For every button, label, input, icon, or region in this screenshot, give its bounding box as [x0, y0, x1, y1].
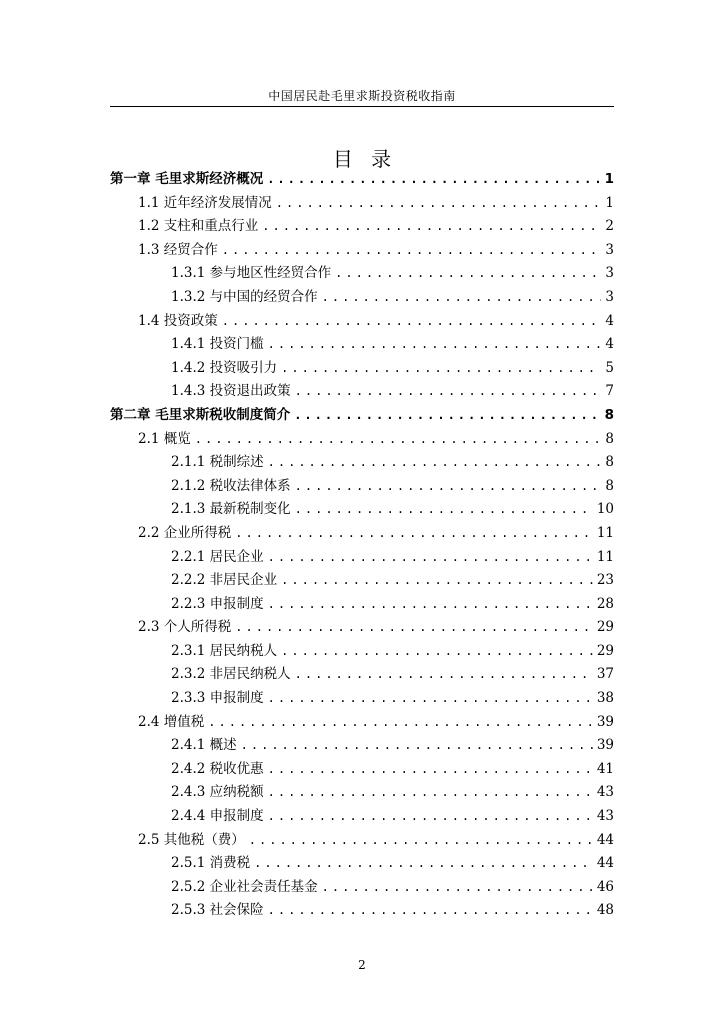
toc-entry-label: 1.4.2 投资吸引力 [171, 359, 278, 376]
toc-entry-label: 2.5.3 社会保险 [171, 902, 264, 919]
toc-subsection-entry[interactable] [110, 852, 614, 876]
toc-entry-label: 2.2.2 非居民企业 [171, 572, 278, 589]
toc-dot-leader [267, 168, 600, 192]
toc-dot-leader [268, 805, 593, 829]
toc-subsection-entry[interactable] [110, 333, 614, 357]
toc-dot-leader [208, 711, 593, 735]
toc-entry-page: 7 [605, 383, 614, 400]
toc-entry-page: 5 [605, 359, 614, 376]
toc-subsection-entry[interactable] [110, 687, 614, 711]
toc-entry-label: 2.1 概览 [138, 430, 191, 447]
toc-entry-page: 43 [596, 808, 614, 825]
toc-entry-page: 43 [596, 784, 614, 801]
toc-dot-leader [235, 616, 593, 640]
toc-dot-leader [268, 781, 593, 805]
toc-dot-leader [268, 899, 593, 923]
toc-entry-label: 2.4.4 申报制度 [171, 808, 264, 825]
toc-subsection-entry[interactable] [110, 475, 614, 499]
toc-entry-label: 1.4.1 投资门槛 [171, 336, 264, 353]
toc-entry-page: 8 [605, 454, 614, 471]
toc-section-entry[interactable] [110, 239, 614, 263]
toc-entry-page: 2 [605, 218, 614, 235]
toc-entry-page: 39 [596, 713, 614, 730]
toc-chapter-entry[interactable] [110, 168, 614, 192]
toc-entry-label: 1.2 支柱和重点行业 [138, 218, 259, 235]
header-rule [110, 106, 614, 107]
toc-dot-leader [322, 876, 593, 900]
toc-subsection-entry[interactable] [110, 286, 614, 310]
toc-entry-label: 2.5.2 企业社会责任基金 [171, 878, 318, 895]
toc-dot-leader [268, 758, 593, 782]
toc-entry-label: 1.4 投资政策 [138, 312, 218, 329]
toc-entry-page: 37 [596, 666, 614, 683]
toc-entry-page: 3 [605, 241, 614, 258]
toc-subsection-entry[interactable] [110, 876, 614, 900]
toc-entry-label: 2.1.2 税收法律体系 [171, 477, 291, 494]
toc-subsection-entry[interactable] [110, 498, 614, 522]
toc-subsection-entry[interactable] [110, 262, 614, 286]
toc-entry-page: 8 [605, 477, 614, 494]
toc-entry-page: 29 [596, 642, 614, 659]
toc-entry-label: 2.3 个人所得税 [138, 619, 232, 636]
page-title: 目 录 [332, 147, 392, 171]
toc-dot-leader [268, 546, 593, 570]
toc-entry-page: 4 [605, 336, 614, 353]
toc-subsection-entry[interactable] [110, 781, 614, 805]
toc-entry-page: 29 [596, 619, 614, 636]
toc-dot-leader [254, 852, 593, 876]
toc-entry-label: 第二章 毛里求斯税收制度简介 [110, 406, 291, 423]
toc-entry-label: 2.1.3 最新税制变化 [171, 501, 291, 518]
toc-entry-page: 3 [605, 265, 614, 282]
toc-entry-page: 1 [605, 194, 614, 211]
toc-entry-label: 2.1.1 税制综述 [171, 454, 264, 471]
toc-entry-label: 2.5.1 消费税 [171, 855, 251, 872]
toc-entry-page: 23 [596, 572, 614, 589]
toc-subsection-entry[interactable] [110, 593, 614, 617]
toc-entry-label: 2.3.2 非居民纳税人 [171, 666, 291, 683]
toc-entry-page: 3 [605, 288, 614, 305]
toc-dot-leader [222, 310, 602, 334]
toc-entry-page: 48 [596, 902, 614, 919]
toc-entry-page: 4 [605, 312, 614, 329]
toc-entry-page: 46 [596, 878, 614, 895]
toc-subsection-entry[interactable] [110, 357, 614, 381]
toc-dot-leader [249, 829, 593, 853]
toc-entry-page: 44 [596, 855, 614, 872]
toc-dot-leader [281, 569, 593, 593]
toc-entry-page: 1 [604, 171, 614, 187]
toc-dot-leader [195, 428, 602, 452]
toc-entry-page: 11 [596, 524, 614, 541]
toc-dot-leader [268, 593, 593, 617]
toc-entry-label: 2.4.2 税收优惠 [171, 760, 264, 777]
page-number: 2 [358, 958, 366, 972]
toc-dot-leader [295, 380, 602, 404]
toc-subsection-entry[interactable] [110, 640, 614, 664]
toc-subsection-entry[interactable] [110, 569, 614, 593]
toc-entry-label: 2.3.1 居民纳税人 [171, 642, 278, 659]
toc-entry-page: 8 [604, 406, 614, 423]
toc-dot-leader [281, 640, 593, 664]
toc-entry-label: 2.2.3 申报制度 [171, 595, 264, 612]
toc-entry-label: 2.4.3 应纳税额 [171, 784, 264, 801]
toc-dot-leader [241, 734, 593, 758]
toc-chapter-entry[interactable] [110, 404, 614, 428]
toc-subsection-entry[interactable] [110, 546, 614, 570]
toc-section-entry[interactable] [110, 616, 614, 640]
toc-entry-label: 第一章 毛里求斯经济概况 [110, 171, 264, 187]
toc-section-entry[interactable] [110, 428, 614, 452]
toc-entry-page: 44 [596, 831, 614, 848]
toc-entry-page: 10 [596, 501, 614, 518]
toc-dot-leader [322, 286, 602, 310]
toc-dot-leader [222, 239, 602, 263]
toc-entry-label: 2.4.1 概述 [171, 737, 237, 754]
toc-entry-label: 2.2 企业所得税 [138, 524, 232, 541]
toc-entry-label: 1.3.1 参与地区性经贸合作 [171, 265, 332, 282]
toc-dot-leader [235, 522, 593, 546]
toc-entry-page: 39 [596, 737, 614, 754]
toc-dot-leader [268, 451, 602, 475]
toc-section-entry[interactable] [110, 310, 614, 334]
toc-subsection-entry[interactable] [110, 805, 614, 829]
toc-entry-label: 1.3.2 与中国的经贸合作 [171, 288, 318, 305]
toc-entry-label: 1.4.3 投资退出政策 [171, 383, 291, 400]
toc-entry-page: 41 [596, 760, 614, 777]
toc-dot-leader [294, 404, 600, 428]
toc-subsection-entry[interactable] [110, 758, 614, 782]
toc-subsection-entry[interactable] [110, 734, 614, 758]
toc-dot-leader [281, 357, 601, 381]
toc-entry-label: 1.1 近年经济发展情况 [138, 194, 272, 211]
toc-section-entry[interactable] [110, 522, 614, 546]
toc-section-entry[interactable] [110, 829, 614, 853]
toc-subsection-entry[interactable] [110, 380, 614, 404]
toc-entry-label: 2.2.1 居民企业 [171, 548, 264, 565]
toc-entry-page: 11 [596, 548, 614, 565]
running-header: 中国居民赴毛里求斯投资税收指南 [268, 89, 456, 103]
toc-dot-leader [295, 498, 593, 522]
toc-dot-leader [268, 333, 602, 357]
table-of-contents [110, 168, 614, 923]
toc-entry-label: 2.3.3 申报制度 [171, 690, 264, 707]
toc-entry-page: 8 [605, 430, 614, 447]
toc-dot-leader [295, 475, 602, 499]
toc-section-entry[interactable] [110, 215, 614, 239]
toc-entry-label: 2.5 其他税（费） [138, 831, 245, 848]
toc-dot-leader [335, 262, 601, 286]
toc-entry-label: 1.3 经贸合作 [138, 241, 218, 258]
toc-entry-page: 38 [596, 690, 614, 707]
toc-subsection-entry[interactable] [110, 899, 614, 923]
toc-dot-leader [262, 215, 601, 239]
toc-subsection-entry[interactable] [110, 663, 614, 687]
toc-subsection-entry[interactable] [110, 451, 614, 475]
toc-entry-page: 28 [596, 595, 614, 612]
toc-section-entry[interactable] [110, 192, 614, 216]
toc-dot-leader [276, 192, 602, 216]
toc-dot-leader [268, 687, 593, 711]
toc-section-entry[interactable] [110, 711, 614, 735]
toc-dot-leader [295, 663, 593, 687]
toc-entry-label: 2.4 增值税 [138, 713, 205, 730]
